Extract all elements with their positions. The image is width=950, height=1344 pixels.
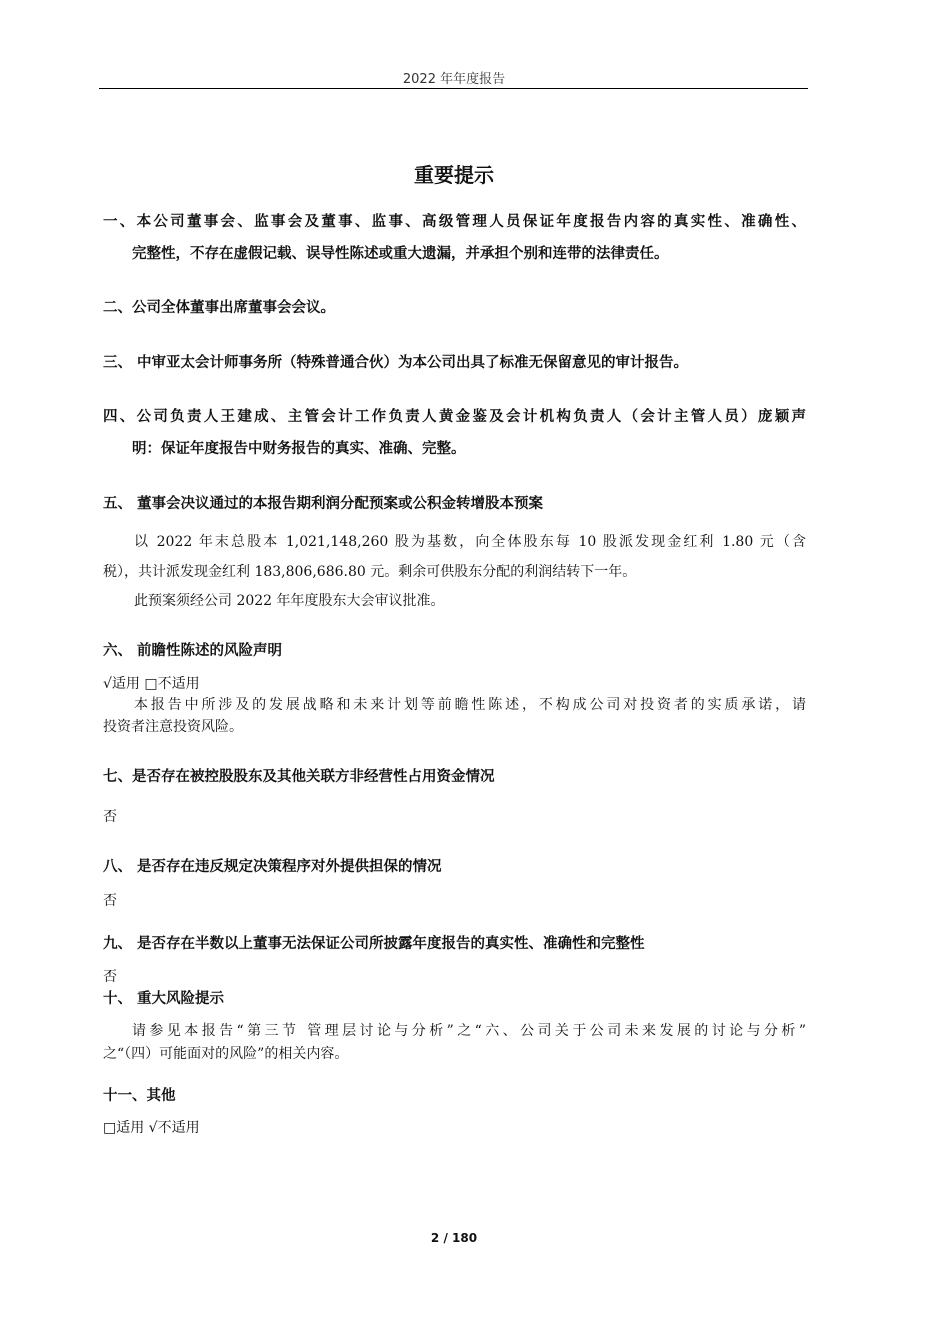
section-10-heading: 十、 重大风险提示: [103, 991, 225, 1007]
section-8-answer: 否: [103, 893, 117, 909]
section-3: 三、 中审亚太会计师事务所（特殊普通合伙）为本公司出具了标准无保留意见的审计报告。: [103, 355, 689, 371]
section-9-answer: 否: [103, 969, 117, 985]
section-5-heading: 五、 董事会决议通过的本报告期利润分配预案或公积金转增股本预案: [103, 496, 544, 512]
section-11-applicability: □适用 √不适用: [103, 1120, 200, 1136]
section-1-line-2: 完整性，不存在虚假记载、误导性陈述或重大遗漏，并承担个别和连带的法律责任。: [132, 246, 669, 262]
section-4-line-1: 四、公司负责人王建成、主管会计工作负责人黄金鉴及会计机构负责人（会计主管人员）庞颖声: [103, 409, 806, 425]
section-6-paragraph-line-1: 本报告中所涉及的发展战略和未来计划等前瞻性陈述，不构成公司对投资者的实质承诺，请: [134, 697, 806, 713]
section-6-paragraph-line-2: 投资者注意投资风险。: [103, 719, 243, 735]
running-header: 2022 年年度报告: [402, 72, 506, 87]
section-5-paragraph-2: 此预案须经公司 2022 年年度股东大会审议批准。: [134, 593, 445, 609]
section-11-heading: 十一、其他: [103, 1088, 176, 1104]
section-5-paragraph-line-1: 以 2022 年末总股本 1,021,148,260 股为基数，向全体股东每 10 股派发现金红利 1.80 元（含: [134, 534, 806, 550]
section-9-heading: 九、 是否存在半数以上董事无法保证公司所披露年度报告的真实性、准确性和完整性: [103, 936, 645, 952]
section-10-paragraph-line-1: 请参见本报告“第三节 管理层讨论与分析”之“六、公司关于公司未来发展的讨论与分析”: [132, 1023, 806, 1039]
section-6-heading: 六、 前瞻性陈述的风险声明: [103, 643, 283, 659]
section-1-line-1: 一、本公司董事会、监事会及董事、监事、高级管理人员保证年度报告内容的真实性、准确性、: [103, 214, 806, 230]
section-7-answer: 否: [103, 809, 117, 825]
section-8-heading: 八、 是否存在违反规定决策程序对外提供担保的情况: [103, 859, 442, 875]
section-2: 二、公司全体董事出席董事会会议。: [103, 300, 335, 316]
page-number: 2 / 180: [430, 1231, 478, 1245]
header-rule: [99, 88, 808, 89]
page-title: 重要提示: [414, 163, 494, 187]
section-10-paragraph-line-2: 之“（四）可能面对的风险”的相关内容。: [103, 1046, 349, 1062]
section-5-paragraph-line-2: 税），共计派发现金红利 183,806,686.80 元。剩余可供股东分配的利润结转下一年。: [103, 564, 637, 580]
section-7-heading: 七、是否存在被控股股东及其他关联方非经营性占用资金情况: [103, 769, 495, 785]
section-6-applicability: √适用 □不适用: [103, 676, 200, 692]
section-4-line-2: 明：保证年度报告中财务报告的真实、准确、完整。: [132, 441, 466, 457]
